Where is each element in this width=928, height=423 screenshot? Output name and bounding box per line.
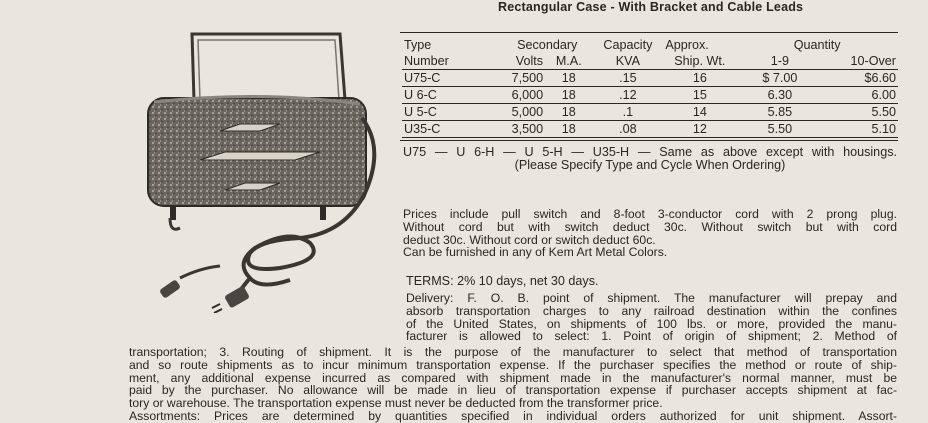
table-row: U 5-C 5,000 18 .1 14 5.85 5.50 bbox=[404, 105, 896, 119]
table-row: U75-C 7,500 18 .15 16 $ 7.00 $6.60 bbox=[404, 71, 896, 85]
transportation-paragraph: transportation; 3. Routing of shipment. It is the purpose of the manufacturer to select that method of transportation and so route shipments as to incur minimum transportation expense. If the purchaser specifies the method or route of ship- ment, any additional expense incurred as compared with shipment made in the manufacturer's normal manner, must be paid by the purchaser. No allowance will be made in lieu of transportation expense if purchaser accepts shipment at fac- tory or warehouse. The transportation expense must never be deducted from the transformer price. Assortments: Prices are determined by quantities specified in individual orders authorized for unit shipment. Assort- bbox=[129, 345, 897, 423]
transformer-photo bbox=[140, 28, 380, 313]
bracket-handle bbox=[192, 34, 345, 100]
housing-note: U75 — U 6-H — U 5-H — U35-H — Same as above except with housings. bbox=[403, 145, 897, 159]
specify-note: (Please Specify Type and Cycle When Ordering) bbox=[514, 158, 786, 172]
table-header: Type Secondary Capacity Approx. Quantity bbox=[404, 38, 841, 52]
table-top-rule bbox=[400, 32, 898, 33]
prices-paragraph: Prices include pull switch and 8-foot 3-conductor cord with 2 prong plug. Without cord but with switch deduct 30c. Without switch but with cord deduct 30c. Without cord or switch deduct 60c. Can be furnished in any of Kem Art Metal Colors. bbox=[403, 207, 897, 260]
page-title: Rectangular Case - With Bracket and Cable Leads bbox=[498, 0, 804, 14]
delivery-paragraph: Delivery: F. O. B. point of shipment. The manufacturer will prepay and absorb transportation charges to any railroad destination within the confines of the United States, on shipments of 100 lbs. or more, provided the manu- facturer is allowed to select: 1. Point of origin of shipment; 2. Method of bbox=[406, 291, 897, 344]
spec-table bbox=[402, 37, 898, 138]
table-bottom-rule bbox=[400, 140, 898, 141]
table-header: Number Volts M.A. KVA Ship. Wt. 1-9 10-Over bbox=[404, 54, 896, 68]
table-row: U35-C 3,500 18 .08 12 5.50 5.10 bbox=[404, 122, 896, 136]
plug-icon bbox=[212, 285, 250, 313]
table-row: U 6-C 6,000 18 .12 15 6.30 6.00 bbox=[404, 88, 896, 102]
terms-line: TERMS: 2% 10 days, net 30 days. bbox=[406, 274, 599, 288]
switch-icon bbox=[159, 266, 220, 299]
